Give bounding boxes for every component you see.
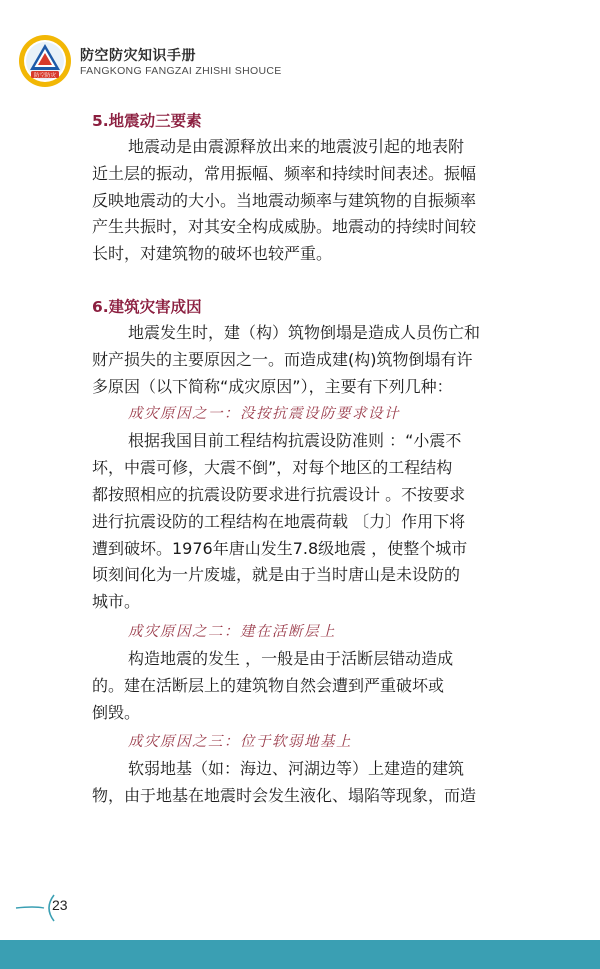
paragraph-line: 软弱地基（如：海边、河湖边等）上建造的建筑 bbox=[128, 759, 465, 779]
paragraph-line: 构造地震的发生 ，一般是由于活断层错动造成 bbox=[128, 648, 454, 668]
section-heading-6: 6.建筑灾害成因 bbox=[92, 297, 202, 316]
paragraph-line: 财产损失的主要原因之一。而造成建(构)筑物倒塌有许 bbox=[92, 349, 473, 369]
paragraph-line: 顷刻间化为一片废墟，就是由于当时唐山是未设防的 bbox=[92, 565, 461, 585]
paragraph-line: 反映地震动的大小。当地震动频率与建筑物的自振频率 bbox=[92, 190, 477, 210]
logo-text: 防空防灾 bbox=[33, 72, 57, 79]
paragraph-line: 都按照相应的抗震设防要求进行抗震设计 。不按要求 bbox=[92, 484, 466, 504]
paragraph-line: 地震动是由震源释放出来的地震波引起的地表附 bbox=[128, 137, 465, 156]
paragraph-line: 根据我国目前工程结构抗震设防准则 ：“小震不 bbox=[128, 431, 462, 451]
book-title: 防空防灾知识手册 bbox=[80, 48, 196, 64]
paragraph-line: 的。建在活断层上的建筑物自然会遭到严重破坏或 bbox=[92, 675, 445, 695]
paragraph-line: 长时，对建筑物的破坏也较严重。 bbox=[92, 244, 333, 264]
cause-title-1: 成灾原因之一：没按抗震设防要求设计 bbox=[128, 406, 400, 423]
paragraph-line: 坏，中震可修，大震不倒”，对每个地区的工程结构 bbox=[92, 458, 453, 478]
paragraph-line: 物，由于地基在地震时会发生液化、塌陷等现象，而造 bbox=[92, 786, 477, 806]
section-heading-5: 5.地震动三要素 bbox=[92, 112, 202, 130]
civil-defense-emblem-icon bbox=[18, 34, 72, 88]
paragraph-line: 产生共振时，对其安全构成威胁。地震动的持续时间较 bbox=[92, 217, 477, 237]
page-number: 23 bbox=[52, 897, 68, 913]
cause-2-paragraph bbox=[92, 646, 532, 726]
paragraph-line: 倒毁。 bbox=[92, 702, 141, 722]
paragraph-line: 地震发生时，建（构）筑物倒塌是造成人员伤亡和 bbox=[128, 322, 481, 342]
paragraph-line: 近土层的振动，常用振幅、频率和持续时间表述。振幅 bbox=[92, 163, 477, 183]
cause-title-2: 成灾原因之二：建在活断层上 bbox=[128, 623, 336, 640]
book-subtitle: FANGKONG FANGZAI ZHISHI SHOUCE bbox=[80, 65, 282, 77]
cause-3-paragraph bbox=[92, 756, 532, 810]
section-6-paragraph bbox=[92, 320, 532, 400]
footer-bar bbox=[0, 940, 600, 969]
paragraph-line: 城市。 bbox=[92, 592, 141, 612]
paragraph-line: 遭到破坏。1976年唐山发生7.8级地震 ，使整个城市 bbox=[92, 538, 468, 558]
page-number-area bbox=[14, 893, 94, 923]
section-5-paragraph bbox=[92, 134, 532, 268]
cause-title-3: 成灾原因之三：位于软弱地基上 bbox=[128, 734, 352, 751]
page-header bbox=[18, 34, 418, 90]
cause-1-paragraph bbox=[92, 428, 532, 616]
page-content bbox=[92, 108, 532, 810]
paragraph-line: 进行抗震设防的工程结构在地震荷载 〔力〕作用下将 bbox=[92, 511, 466, 531]
paragraph-line: 多原因（以下简称“成灾原因”），主要有下列几种： bbox=[92, 376, 453, 396]
